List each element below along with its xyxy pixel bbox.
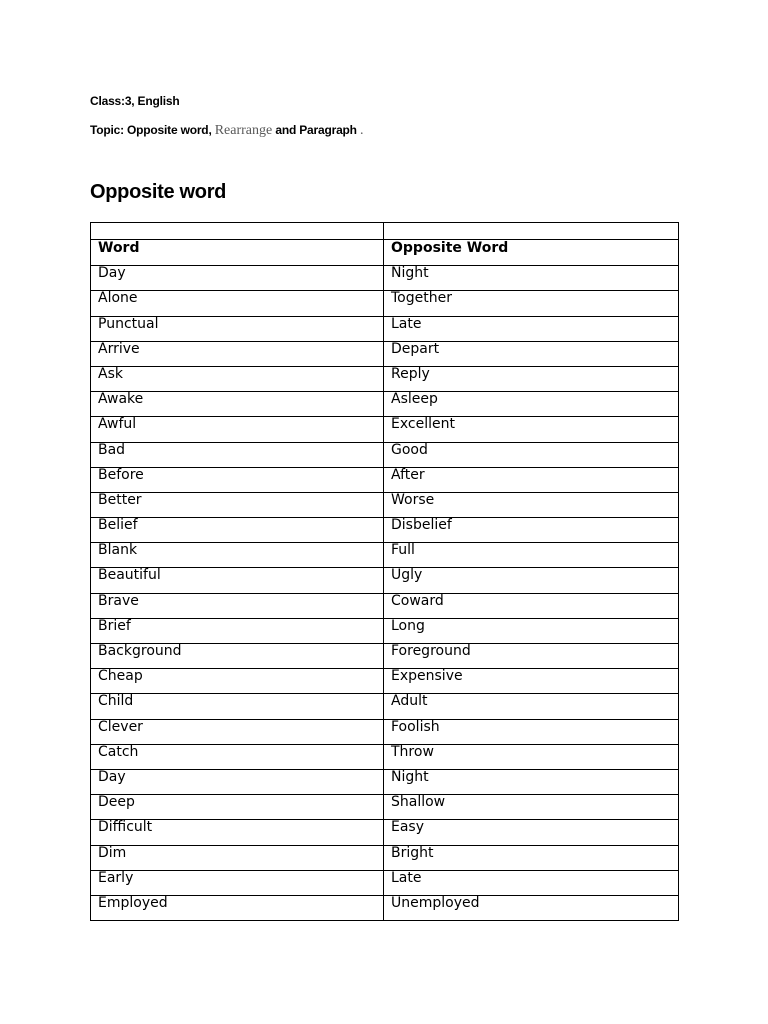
opposite-word-cell: Together [384, 291, 679, 316]
opposite-word-cell: Night [384, 266, 679, 291]
opposite-word-cell: Excellent [384, 417, 679, 442]
table-row [91, 543, 679, 568]
table-row [91, 694, 679, 719]
opposite-word-cell: Throw [384, 744, 679, 769]
opposite-word-cell: After [384, 467, 679, 492]
opposite-word-cell: Foreground [384, 644, 679, 669]
word-cell: Catch [91, 744, 384, 769]
table-row [91, 442, 679, 467]
table-empty-row [91, 223, 679, 240]
header-opposite-word: Opposite Word [384, 240, 679, 266]
word-cell: Clever [91, 719, 384, 744]
table-row [91, 744, 679, 769]
word-cell: Awful [91, 417, 384, 442]
word-cell: Cheap [91, 669, 384, 694]
word-cell: Brave [91, 593, 384, 618]
topic-dot: . [359, 123, 364, 138]
table-row [91, 366, 679, 391]
opposite-word-cell: Foolish [384, 719, 679, 744]
header-word: Word [91, 240, 384, 266]
opposite-word-cell: Late [384, 316, 679, 341]
opposite-word-cell: Night [384, 769, 679, 794]
word-cell: Belief [91, 518, 384, 543]
opposite-word-cell: Late [384, 870, 679, 895]
table-header-row [91, 240, 679, 266]
word-cell: Deep [91, 795, 384, 820]
table-row [91, 719, 679, 744]
opposite-words-table [90, 222, 679, 921]
table-row [91, 795, 679, 820]
opposite-word-cell: Disbelief [384, 518, 679, 543]
word-cell: Difficult [91, 820, 384, 845]
section-heading: Opposite word [90, 181, 227, 203]
table-row [91, 492, 679, 517]
topic-line [90, 123, 363, 139]
opposite-word-cell: Bright [384, 845, 679, 870]
table-row [91, 820, 679, 845]
table-row [91, 417, 679, 442]
opposite-word-cell: Expensive [384, 669, 679, 694]
word-cell: Arrive [91, 341, 384, 366]
opposite-word-cell: Long [384, 618, 679, 643]
table-row [91, 266, 679, 291]
opposite-word-cell: Shallow [384, 795, 679, 820]
class-line: Class:3, English [90, 94, 180, 108]
table-row [91, 316, 679, 341]
word-cell: Before [91, 467, 384, 492]
word-cell: Background [91, 644, 384, 669]
word-cell: Employed [91, 895, 384, 920]
word-cell: Bad [91, 442, 384, 467]
table-row [91, 895, 679, 920]
word-cell: Ask [91, 366, 384, 391]
opposite-word-cell: Unemployed [384, 895, 679, 920]
opposite-word-cell: Depart [384, 341, 679, 366]
table-row [91, 669, 679, 694]
table-row [91, 845, 679, 870]
table-row [91, 870, 679, 895]
table-row [91, 593, 679, 618]
opposite-word-cell: Good [384, 442, 679, 467]
word-cell: Early [91, 870, 384, 895]
word-cell: Blank [91, 543, 384, 568]
topic-rearrange: Rearrange [214, 123, 273, 138]
opposite-word-cell: Full [384, 543, 679, 568]
word-cell: Alone [91, 291, 384, 316]
table-row [91, 392, 679, 417]
opposite-word-cell: Coward [384, 593, 679, 618]
topic-rest: and Paragraph [272, 123, 360, 137]
word-cell: Better [91, 492, 384, 517]
table-row [91, 769, 679, 794]
table-cell [91, 223, 384, 240]
opposite-word-cell: Easy [384, 820, 679, 845]
opposite-word-cell: Ugly [384, 568, 679, 593]
table-row [91, 341, 679, 366]
word-cell: Child [91, 694, 384, 719]
table-row [91, 518, 679, 543]
word-cell: Dim [91, 845, 384, 870]
word-cell: Day [91, 266, 384, 291]
table-row [91, 467, 679, 492]
topic-label: Topic: Opposite word, [90, 123, 215, 137]
table-row [91, 618, 679, 643]
opposite-word-cell: Reply [384, 366, 679, 391]
table-row [91, 291, 679, 316]
word-cell: Punctual [91, 316, 384, 341]
opposite-word-cell: Asleep [384, 392, 679, 417]
table-row [91, 568, 679, 593]
word-cell: Day [91, 769, 384, 794]
table-row [91, 644, 679, 669]
opposite-word-cell: Worse [384, 492, 679, 517]
word-cell: Awake [91, 392, 384, 417]
word-cell: Beautiful [91, 568, 384, 593]
table-cell [384, 223, 679, 240]
opposite-word-cell: Adult [384, 694, 679, 719]
word-cell: Brief [91, 618, 384, 643]
